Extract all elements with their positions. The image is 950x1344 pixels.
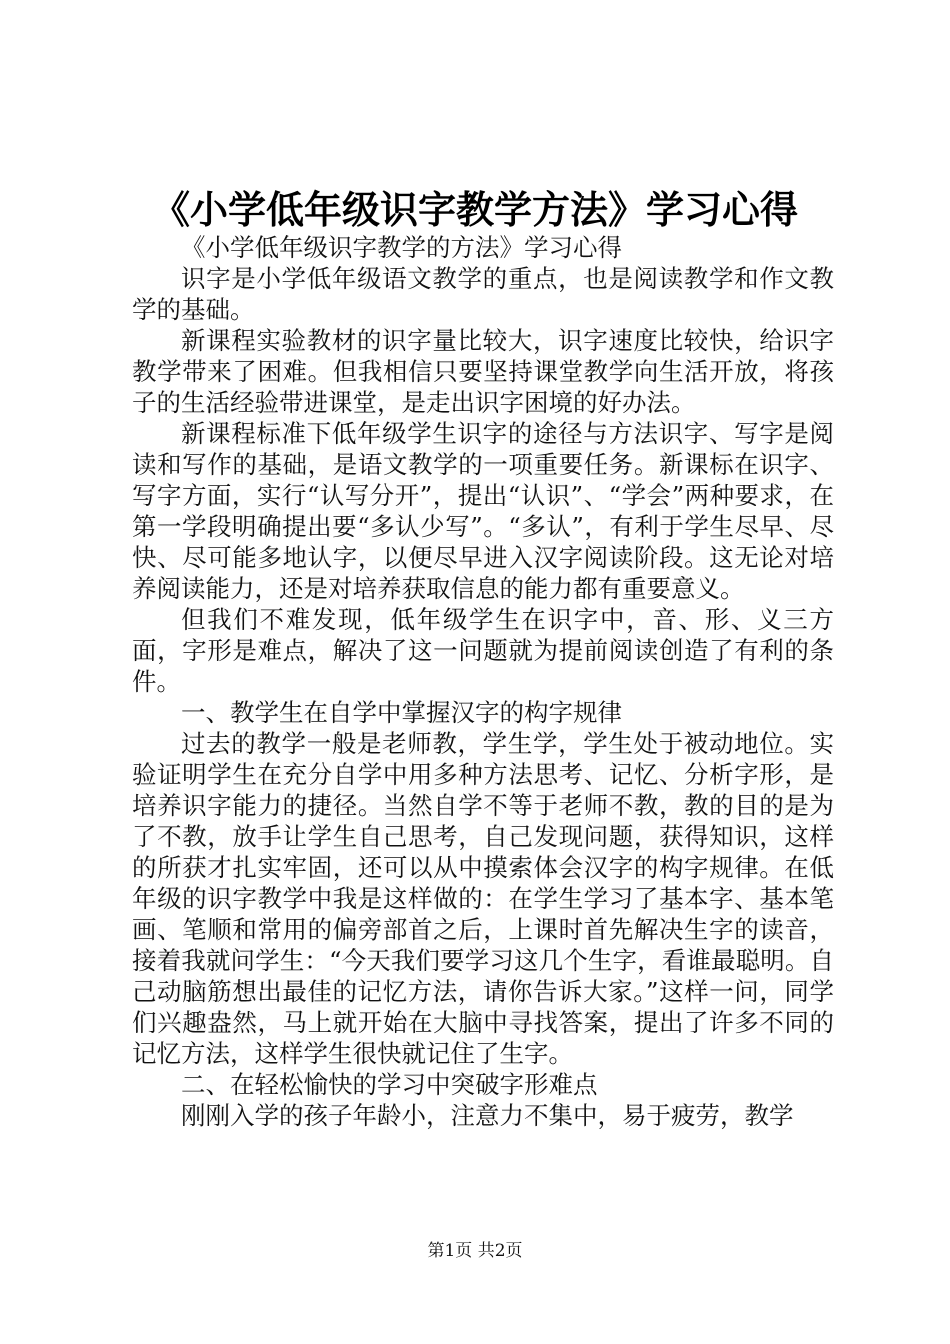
body-paragraph: 识字是小学低年级语文教学的重点，也是阅读教学和作文教学的基础。 bbox=[132, 264, 834, 324]
document-body bbox=[132, 232, 834, 1131]
section-heading: 二、在轻松愉快的学习中突破字形难点 bbox=[181, 1070, 598, 1099]
page-number-footer: 第1页 共2页 bbox=[427, 1241, 523, 1261]
subtitle-paragraph: 《小学低年级识字教学的方法》学习心得 bbox=[181, 233, 622, 262]
body-paragraph: 但我们不难发现，低年级学生在识字中，音、形、义三方面，字形是难点，解决了这一问题就为提前阅读创造了有利的条件。 bbox=[132, 605, 834, 696]
body-paragraph: 过去的教学一般是老师教，学生学，学生处于被动地位。实验证明学生在充分自学中用多种方法思考、记忆、分析字形，是培养识字能力的捷径。当然自学不等于老师不教，教的目的是为了不教，放手让学生自己思考，自己发现问题，获得知识，这样的所获才扎实牢固，还可以从中摸索体会汉字的构字规律。在低年级的识字教学中我是这样做的：在学生学习了基本字、基本笔画、笔顺和常用的偏旁部首之后，上课时首先解决生字的读音，接着我就问学生：“今天我们要学习这几个生字，看谁最聪明。自己动脑筋想出最佳的记忆方法，请你告诉大家。”这样一问，同学们兴趣盎然，马上就开始在大脑中寻找答案，提出了许多不同的记忆方法，这样学生很快就记住了生字。 bbox=[132, 729, 834, 1068]
body-paragraph: 新课程实验教材的识字量比较大，识字速度比较快，给识字教学带来了困难。但我相信只要坚持课堂教学向生活开放，将孩子的生活经验带进课堂，是走出识字困境的好办法。 bbox=[132, 326, 834, 417]
body-paragraph: 新课程标准下低年级学生识字的途径与方法识字、写字是阅读和写作的基础，是语文教学的一项重要任务。新课标在识字、写字方面，实行“认写分开”，提出“认识”、“学会”两种要求，在第一学段明确提出要“多认少写”。“多认”，有利于学生尽早、尽快、尽可能多地认字，以便尽早进入汉字阅读阶段。这无论对培养阅读能力，还是对培养获取信息的能力都有重要意义。 bbox=[132, 419, 834, 603]
document-title: 《小学低年级识字教学方法》学习心得 bbox=[151, 187, 798, 232]
body-paragraph: 刚刚入学的孩子年龄小，注意力不集中，易于疲劳，教学 bbox=[181, 1101, 794, 1130]
section-heading: 一、教学生在自学中掌握汉字的构字规律 bbox=[181, 698, 622, 727]
